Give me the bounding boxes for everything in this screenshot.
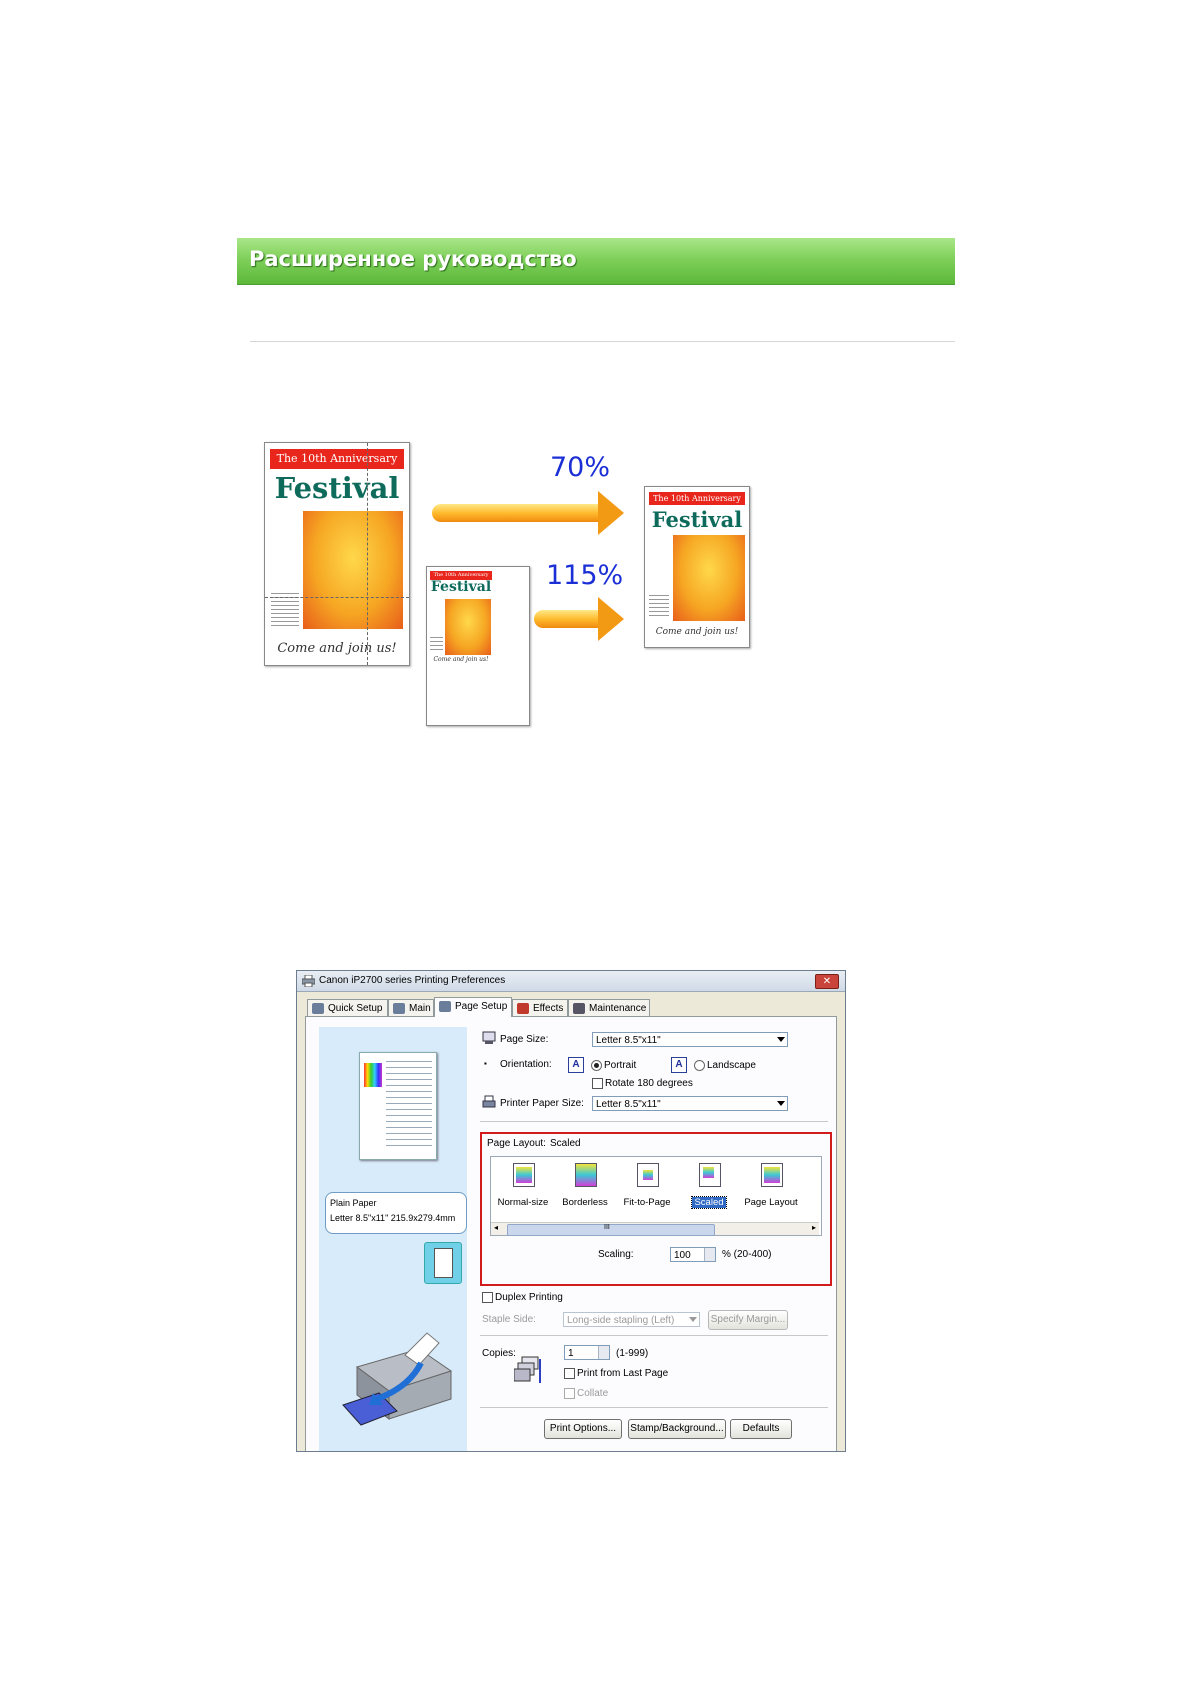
print-last-page-checkbox[interactable] (564, 1368, 575, 1379)
icon-fill (764, 1167, 780, 1183)
fit-to-page-icon (637, 1163, 659, 1187)
portrait-icon: A (568, 1057, 584, 1073)
preview-pane (319, 1027, 467, 1452)
separator (480, 1335, 828, 1336)
media-size: Letter 8.5"x11" 215.9x279.4mm (330, 1213, 456, 1223)
tab-label: Page Setup (455, 1001, 508, 1012)
icon-fill (576, 1164, 596, 1186)
poster-band: The 10th Anniversary (649, 492, 745, 505)
scaled-icon (699, 1163, 721, 1187)
poster-text-lines (271, 593, 299, 627)
dialog-titlebar (297, 971, 845, 992)
spin-buttons[interactable] (704, 1248, 715, 1261)
layout-label: Page Layout (744, 1197, 798, 1208)
copies-label: Copies: (482, 1348, 516, 1359)
layout-page-layout[interactable] (739, 1163, 803, 1223)
poster-result (644, 486, 750, 648)
tab-quick-setup[interactable] (307, 999, 388, 1016)
percent-reduce: 70% (550, 452, 611, 483)
page-setup-panel (305, 1016, 837, 1452)
chevron-down-icon (777, 1037, 785, 1042)
printer-paper-icon (482, 1095, 496, 1109)
page-preview (359, 1052, 437, 1160)
page-layout-list[interactable] (490, 1156, 822, 1236)
layout-scaled[interactable] (677, 1163, 741, 1223)
tab-label: Main (409, 1003, 431, 1014)
poster-title: Festival (430, 579, 492, 595)
separator (480, 1407, 828, 1408)
printer-illustration-icon (339, 1327, 459, 1427)
scroll-grip: III (604, 1224, 610, 1231)
dialog-title: Canon iP2700 series Printing Preferences (319, 975, 506, 986)
tab-page-setup[interactable] (434, 997, 512, 1017)
portrait-label: Portrait (604, 1060, 637, 1071)
scaling-input[interactable] (670, 1247, 716, 1262)
copies-range: (1-999) (616, 1348, 649, 1359)
rotate-180-checkbox[interactable] (592, 1078, 603, 1089)
separator (480, 1121, 828, 1122)
poster-footer: Come and join us! (277, 641, 397, 656)
tab-maintenance[interactable] (568, 999, 650, 1016)
tab-label: Quick Setup (328, 1003, 383, 1014)
layout-borderless[interactable] (553, 1163, 617, 1223)
printer-paper-size-value: Letter 8.5"x11" (596, 1099, 661, 1110)
media-info (325, 1192, 467, 1234)
tab-label: Maintenance (589, 1003, 647, 1014)
cut-line (265, 597, 409, 598)
arrow-reduce-head (598, 491, 624, 535)
icon-fill (703, 1167, 714, 1178)
portrait-radio[interactable] (591, 1060, 602, 1071)
chevron-down-icon (689, 1317, 697, 1322)
main-icon (393, 1003, 405, 1014)
paper-orientation-icon (424, 1242, 462, 1284)
effects-icon (517, 1003, 529, 1014)
landscape-radio[interactable] (694, 1060, 705, 1071)
collate-checkbox[interactable] (564, 1388, 575, 1399)
chevron-down-icon (777, 1101, 785, 1106)
layout-label: Borderless (562, 1197, 608, 1208)
stamp-background-button[interactable]: Stamp/Background... (628, 1419, 726, 1439)
page-layout-icon (761, 1163, 783, 1187)
poster-photo (445, 599, 491, 655)
page-setup-icon (439, 1001, 451, 1012)
staple-side-select[interactable] (563, 1312, 700, 1327)
landscape-icon: A (671, 1057, 687, 1073)
bullet-icon: ▪ (484, 1059, 487, 1068)
normal-size-icon (513, 1163, 535, 1187)
preview-image (364, 1063, 382, 1087)
rotate-180-label: Rotate 180 degrees (605, 1078, 693, 1089)
tab-label: Effects (533, 1003, 564, 1014)
header-banner (237, 238, 955, 285)
poster-footer: Come and join us! (433, 656, 489, 663)
poster-title: Festival (651, 507, 743, 532)
duplex-checkbox[interactable] (482, 1292, 493, 1303)
poster-title: Festival (274, 471, 400, 505)
landscape-label: Landscape (707, 1060, 756, 1071)
scroll-thumb[interactable] (507, 1224, 715, 1236)
poster-photo (673, 535, 745, 621)
icon-fill (643, 1170, 653, 1180)
page-layout-value: Scaled (550, 1138, 581, 1149)
layout-scrollbar[interactable] (491, 1222, 819, 1235)
page-layout-label: Page Layout: (487, 1138, 546, 1149)
spin-buttons[interactable] (598, 1346, 609, 1359)
staple-side-label: Staple Side: (482, 1314, 536, 1325)
page-size-select[interactable] (592, 1032, 788, 1047)
arrow-enlarge-head (598, 597, 624, 641)
poster-band: The 10th Anniversary (270, 449, 404, 469)
printer-paper-size-select[interactable] (592, 1096, 788, 1111)
printing-preferences-dialog (296, 970, 846, 1452)
page-size-value: Letter 8.5"x11" (596, 1035, 661, 1046)
printer-icon (302, 975, 315, 987)
copies-icon (514, 1355, 544, 1387)
layout-label: Normal-size (497, 1197, 549, 1208)
maintenance-icon (573, 1003, 585, 1014)
copies-value: 1 (568, 1348, 574, 1359)
print-last-page-label: Print from Last Page (577, 1368, 669, 1379)
collate-label: Collate (577, 1388, 609, 1399)
poster-footer: Come and join us! (655, 627, 739, 637)
duplex-label: Duplex Printing (495, 1292, 563, 1303)
print-options-button[interactable]: Print Options... (544, 1419, 622, 1439)
icon-fill (516, 1167, 532, 1183)
tab-effects[interactable] (512, 999, 568, 1016)
poster-text-lines (649, 595, 669, 619)
percent-enlarge: 115% (546, 560, 624, 591)
close-button[interactable]: ✕ (815, 974, 839, 989)
layout-label-selected (677, 1197, 741, 1208)
media-type: Plain Paper (330, 1198, 377, 1208)
scaling-illustration (260, 440, 760, 725)
layout-fit-to-page[interactable] (615, 1163, 679, 1223)
arrow-reduce (432, 504, 600, 522)
arrow-enlarge (534, 610, 600, 628)
scaling-value: 100 (674, 1250, 691, 1261)
copies-input[interactable] (564, 1345, 610, 1360)
page-title: Расширенное руководство (249, 247, 577, 271)
orientation-label: Orientation: (500, 1059, 552, 1070)
poster-band: The 10th Anniversary (430, 571, 492, 580)
poster-text-lines (430, 637, 443, 653)
cut-line (367, 443, 368, 665)
divider (250, 341, 955, 342)
poster-original (264, 442, 410, 666)
poster-photo (303, 511, 403, 629)
poster-small-page (426, 566, 530, 726)
page-size-icon (482, 1031, 496, 1045)
printer-paper-size-label: Printer Paper Size: (500, 1098, 584, 1109)
layout-normal-size[interactable] (491, 1163, 555, 1223)
scroll-right-icon[interactable]: ▸ (811, 1223, 816, 1232)
scaling-label: Scaling: (598, 1249, 634, 1260)
page-size-label: Page Size: (500, 1034, 549, 1045)
page-layout-group (480, 1132, 832, 1286)
scroll-left-icon[interactable]: ◂ (494, 1223, 499, 1232)
borderless-icon (575, 1163, 597, 1187)
preview-lines (386, 1061, 432, 1147)
layout-label: Fit-to-Page (623, 1197, 671, 1208)
quick-setup-icon (312, 1003, 324, 1014)
defaults-button[interactable]: Defaults (730, 1419, 792, 1439)
specify-margin-button[interactable]: Specify Margin... (708, 1310, 788, 1330)
layout-label: Scaled (694, 1197, 724, 1208)
scaling-range: % (20-400) (722, 1249, 772, 1260)
tab-main[interactable] (388, 999, 434, 1016)
staple-side-value: Long-side stapling (Left) (567, 1315, 675, 1326)
